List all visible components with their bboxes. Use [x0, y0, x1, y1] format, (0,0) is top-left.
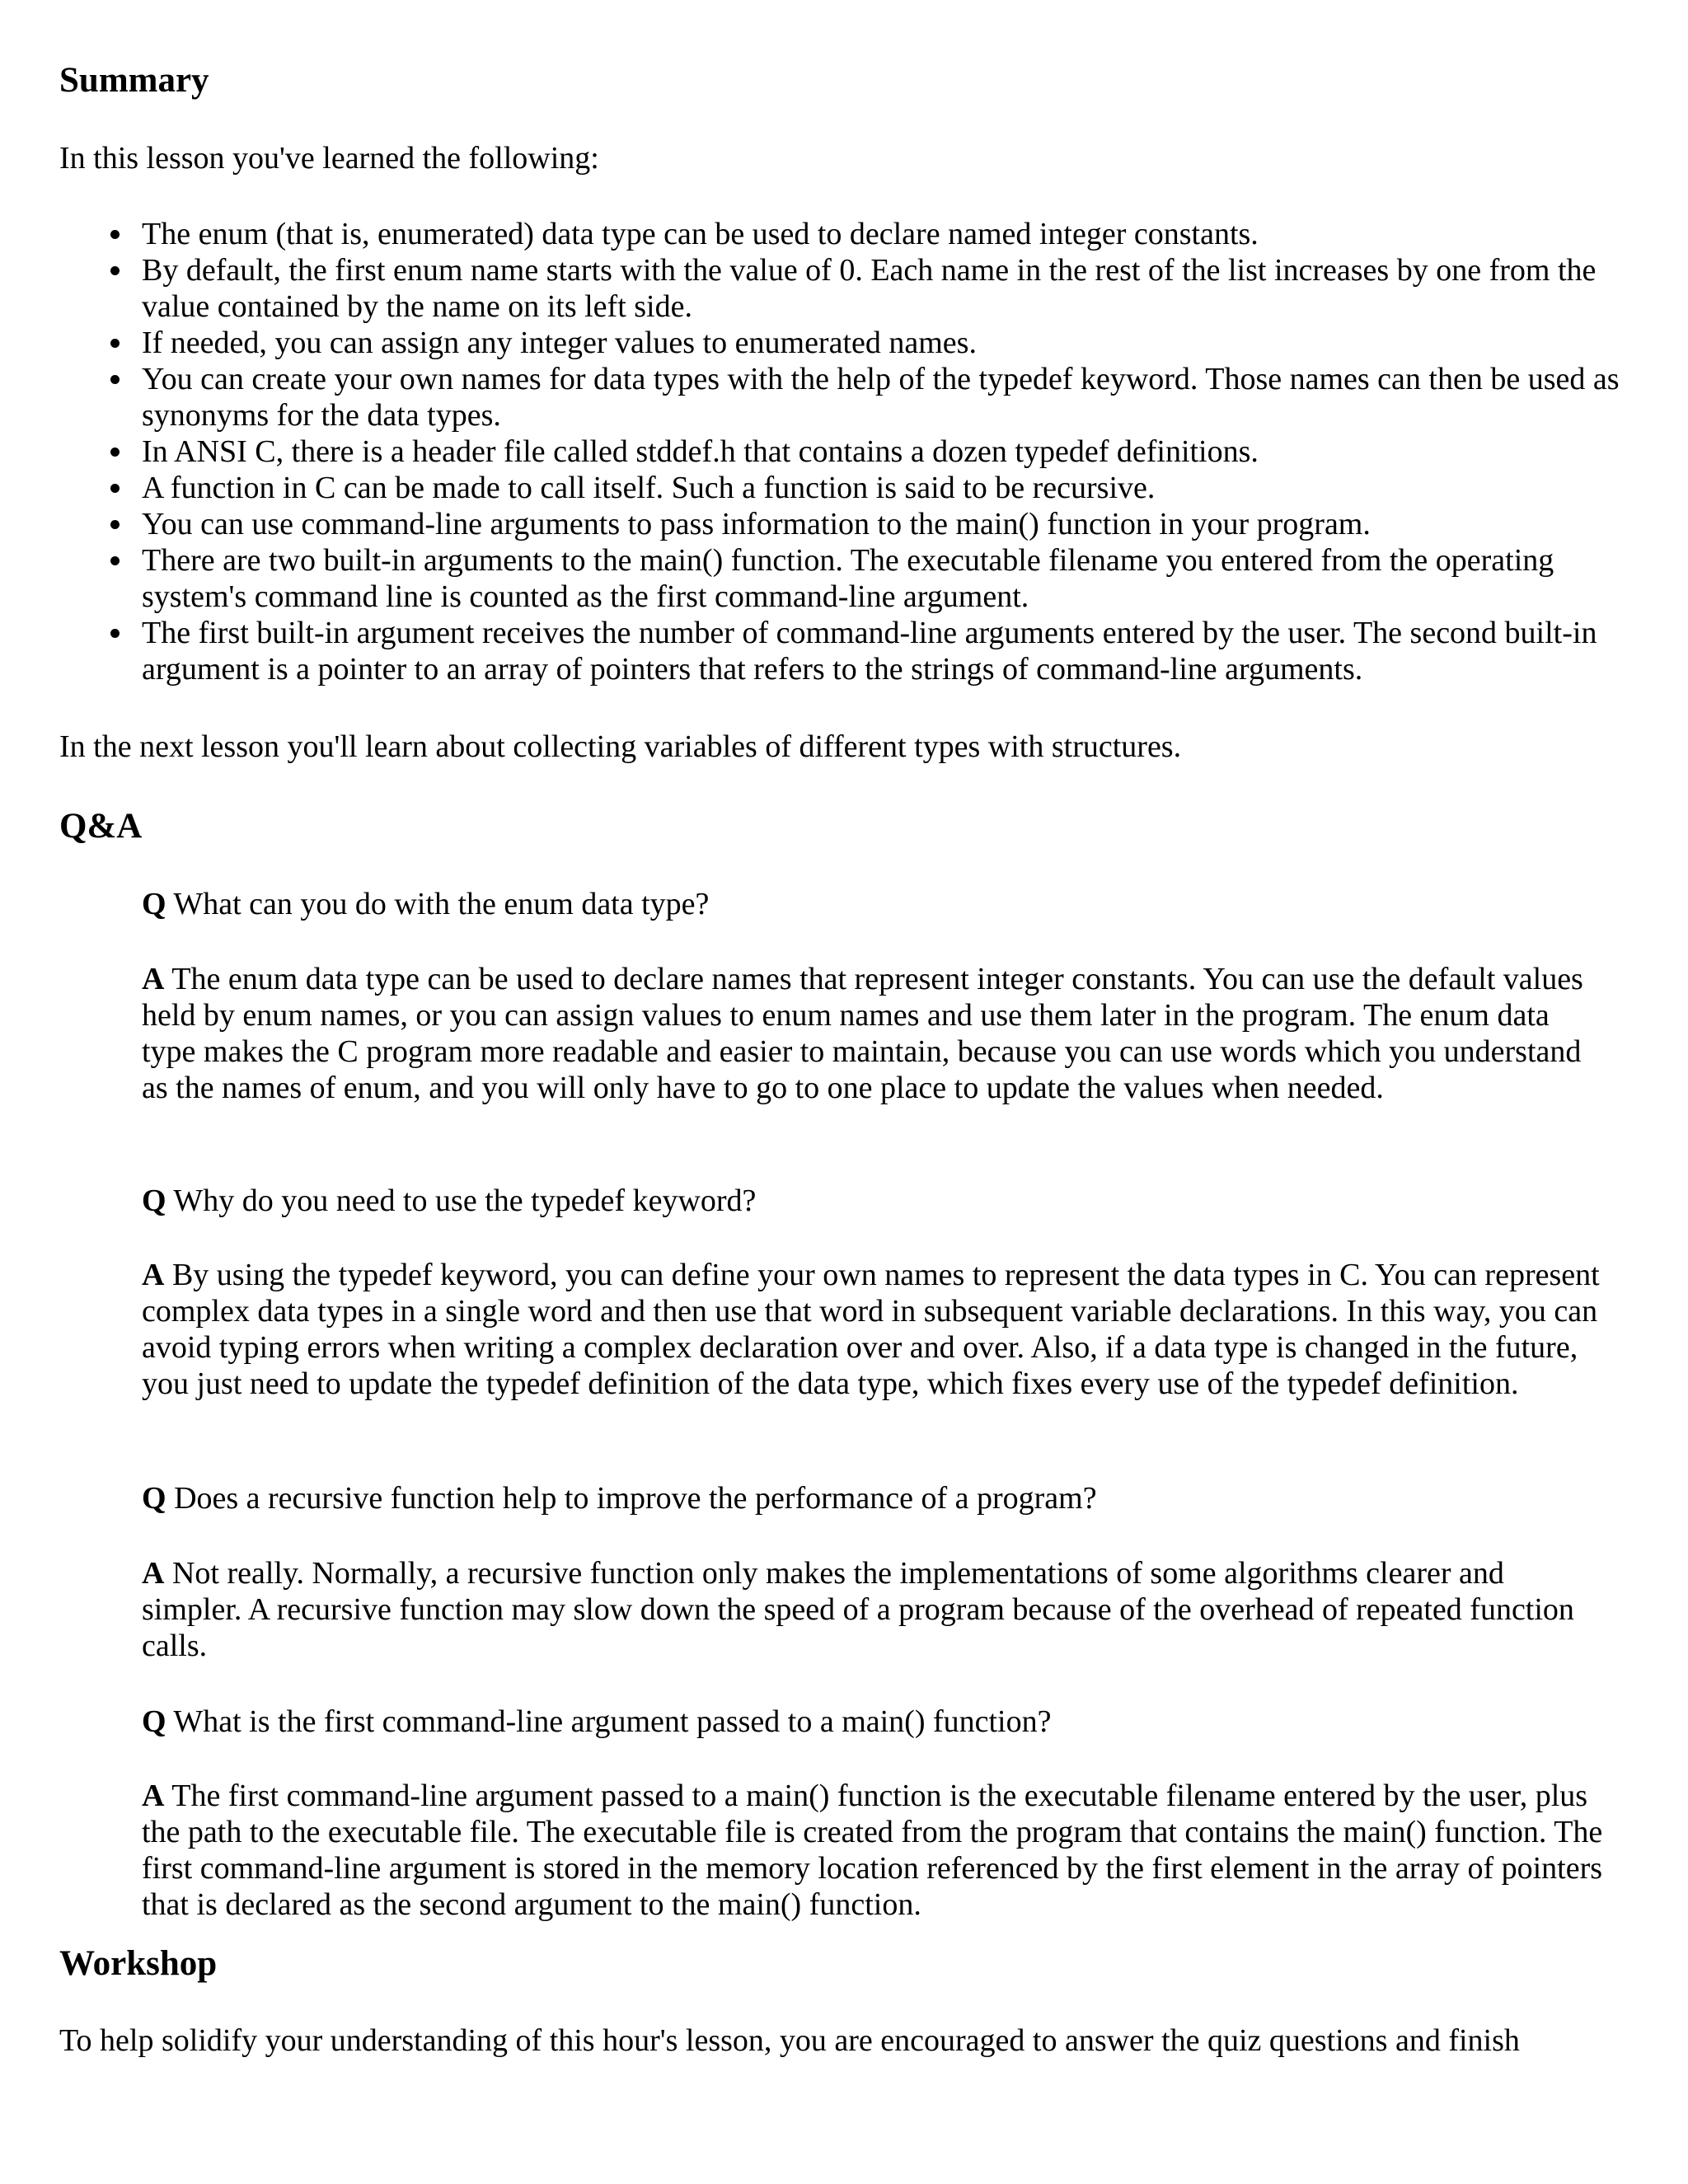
next-lesson-text: In the next lesson you'll learn about collecting variables of different types with structures.: [59, 729, 1182, 764]
question-label: Q: [142, 1481, 166, 1516]
list-item: If needed, you can assign any integer values to enumerated names.: [142, 325, 1658, 361]
answer-text: By using the typedef keyword, you can define your own names to represent the data types in C. You can represent complex data types in a single word and then use that word in subsequent variable declarations. In this way, you can avoid typing errors when writing a complex declaration over and over. Also, if a data type is changed in the future, you just need to update the typedef definition of the data type, which fixes every use of the typedef definition.: [142, 1258, 1600, 1401]
qa-heading: Q&A: [59, 807, 143, 846]
list-item: In ANSI C, there is a header file called stddef.h that contains a dozen typedef definitions.: [142, 434, 1658, 470]
answer-label: A: [142, 1556, 165, 1591]
qa-question-4: [142, 1704, 1609, 1740]
summary-heading: Summary: [59, 61, 209, 100]
workshop-heading: Workshop: [59, 1944, 218, 1983]
list-item: The first built-in argument receives the number of command-line arguments entered by the user. The second built-in argument is a pointer to an array of pointers that refers to the strings of command-line arguments.: [142, 615, 1658, 687]
answer-label: A: [142, 962, 165, 996]
question-label: Q: [142, 887, 166, 921]
question-label: Q: [142, 1704, 166, 1739]
qa-answer-4: [142, 1778, 1609, 1923]
list-item: You can use command-line arguments to pass information to the main() function in your program.: [142, 506, 1658, 542]
list-item: There are two built-in arguments to the main() function. The executable filename you entered from the operating system's command line is counted as the first command-line argument.: [142, 542, 1658, 615]
summary-bullet-list: [59, 216, 1658, 687]
question-label: Q: [142, 1183, 166, 1218]
answer-text: Not really. Normally, a recursive function only makes the implementations of some algorithms clearer and simpler. A recursive function may slow down the speed of a program because of the overhead of repeated function calls.: [142, 1556, 1574, 1663]
answer-text: The first command-line argument passed to a main() function is the executable filename entered by the user, plus the path to the executable file. The executable file is created from the program that contains the main() function. The first command-line argument is stored in the memory location referenced by the first element in the array of pointers that is declared as the second argument to the main() function.: [142, 1779, 1603, 1922]
question-text: Does a recursive function help to improve the performance of a program?: [174, 1481, 1097, 1516]
qa-question-2: [142, 1183, 1609, 1219]
list-item: A function in C can be made to call itself. Such a function is said to be recursive.: [142, 470, 1658, 506]
qa-question-3: [142, 1480, 1609, 1516]
qa-answer-3: [142, 1555, 1609, 1664]
qa-answer-1: [142, 961, 1609, 1106]
question-text: Why do you need to use the typedef keyword?: [173, 1183, 757, 1218]
answer-label: A: [142, 1779, 165, 1813]
answer-label: A: [142, 1258, 165, 1292]
summary-intro: In this lesson you've learned the following:: [59, 141, 599, 176]
list-item: By default, the first enum name starts with the value of 0. Each name in the rest of the list increases by one from the value contained by the name on its left side.: [142, 252, 1658, 325]
list-item: You can create your own names for data types with the help of the typedef keyword. Those names can then be used as synonyms for the data types.: [142, 361, 1658, 434]
qa-answer-2: [142, 1257, 1609, 1402]
qa-question-1: [142, 886, 1609, 922]
answer-text: The enum data type can be used to declare names that represent integer constants. You can use the default values held by enum names, or you can assign values to enum names and use them later in the program. The enum data type makes the C program more readable and easier to maintain, because you can use words which you understand as the names of enum, and you will only have to go to one place to update the values when needed.: [142, 962, 1583, 1105]
workshop-intro: To help solidify your understanding of this hour's lesson, you are encouraged to answer the quiz questions and finish: [59, 2023, 1520, 2058]
list-item: The enum (that is, enumerated) data type can be used to declare named integer constants.: [142, 216, 1658, 252]
question-text: What can you do with the enum data type?: [173, 887, 710, 921]
question-text: What is the first command-line argument passed to a main() function?: [173, 1704, 1052, 1739]
